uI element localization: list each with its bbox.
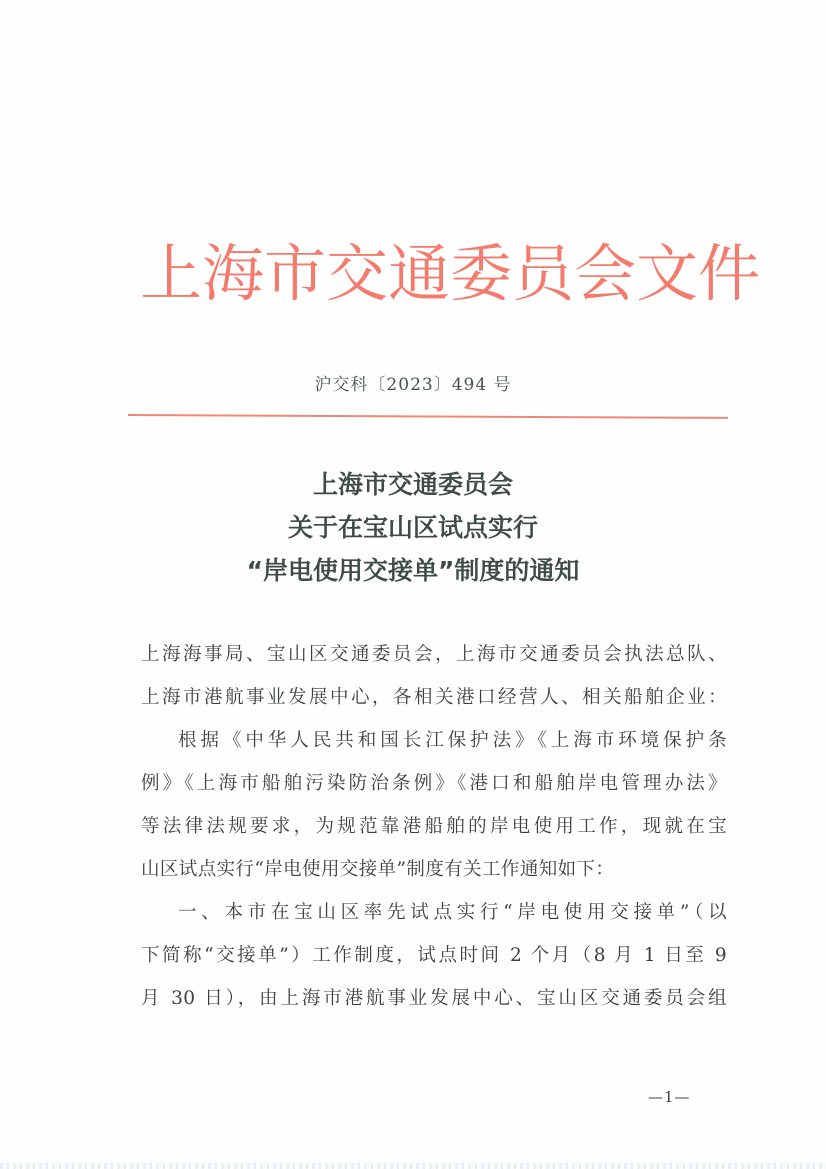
document-number: 沪交科〔2023〕494 号 — [314, 375, 512, 395]
notice-title — [0, 463, 826, 592]
title-line-issuer: 上海市交通委员会 — [312, 470, 513, 499]
paragraph-line: 山区试点实行“岸电使用交接单”制度有关工作通知如下： — [141, 859, 615, 880]
masthead-char: 市 — [264, 236, 327, 310]
masthead-title — [140, 228, 761, 310]
paragraph-line: 例》《上海市船舶污染防治条例》《港口和船舶岸电管理办法》 — [141, 773, 727, 794]
paragraph-line: 根据《中华人民共和国长江保护法》《上海市环境保护条 — [178, 730, 727, 751]
scan-edge-artifact — [0, 1163, 826, 1169]
masthead-char: 海 — [202, 236, 265, 310]
paragraph-line: 月 30 日），由上海市港航事业发展中心、宝山区交通委员会组 — [141, 988, 727, 1009]
paragraph-line: 一、本市在宝山区率先试点实行“岸电使用交接单”（以 — [178, 902, 727, 923]
masthead-char: 文 — [636, 236, 699, 310]
title-line-subject: 关于在宝山区试点实行 — [287, 513, 538, 542]
paragraph-line: 等法律法规要求，为规范靠港船舶的岸电使用工作，现就在宝 — [141, 816, 727, 837]
addressee-line: 上海市港航事业发展中心，各相关港口经营人、相关船舶企业： — [141, 687, 727, 708]
masthead-char: 通 — [388, 236, 451, 310]
addressee-line: 上海海事局、宝山区交通委员会，上海市交通委员会执法总队、 — [141, 644, 727, 665]
title-line-notice: “岸电使用交接单”制度的通知 — [246, 556, 580, 585]
masthead-char: 员 — [512, 236, 575, 310]
masthead-char: 上 — [140, 236, 203, 310]
red-divider-rule — [128, 414, 728, 419]
masthead-char: 交 — [326, 236, 389, 310]
masthead-char: 会 — [574, 236, 637, 310]
page-number: —1— — [648, 1088, 691, 1106]
body-text — [141, 633, 727, 1020]
masthead-char: 件 — [698, 236, 761, 310]
masthead-char: 委 — [450, 236, 513, 310]
paragraph-line: 下简称“交接单”）工作制度，试点时间 2 个月（8 月 1 日至 9 — [141, 945, 727, 966]
